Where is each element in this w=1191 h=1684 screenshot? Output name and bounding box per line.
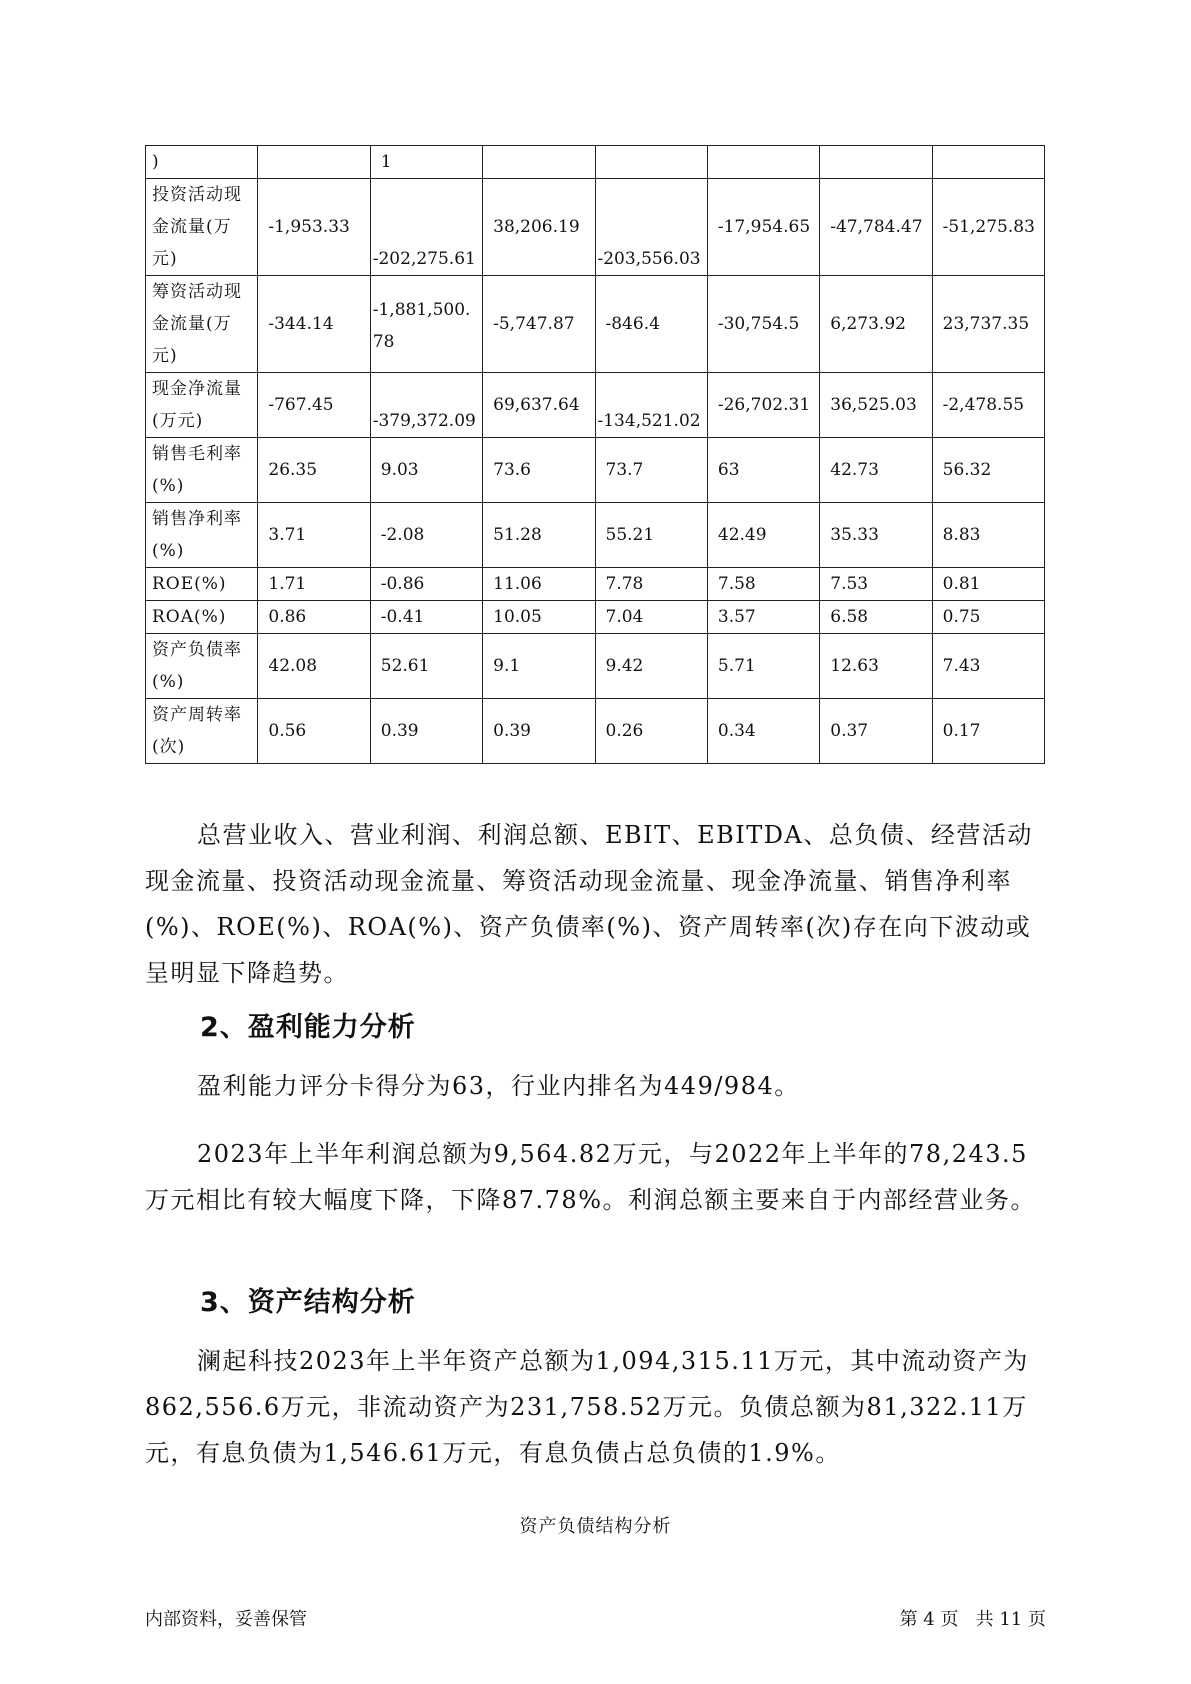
table-cell: 0.39 xyxy=(483,699,595,764)
table-row xyxy=(146,373,1045,438)
summary-paragraph: 总营业收入、营业利润、利润总额、EBIT、EBITDA、总负债、经营活动现金流量、投资活动现金流量、筹资活动现金流量、现金净流量、销售净利率(%)、ROE(%)、ROA(%)、资产负债率(%)、资产周转率(次)存在向下波动或呈明显下降趋势。 xyxy=(145,821,1033,987)
profit-total-paragraph: 2023年上半年利润总额为9,564.82万元，与2022年上半年的78,243.5万元相比有较大幅度下降，下降87.78%。利润总额主要来自于内部经营业务。 xyxy=(145,1140,1037,1214)
table-cell: 6.58 xyxy=(820,601,932,634)
footer-confidential-note: 内部资料，妥善保管 xyxy=(145,1609,307,1630)
table-cell: 7.58 xyxy=(707,568,819,601)
table-cell: -2.08 xyxy=(370,503,482,568)
table-cell: -1,881,500.78 xyxy=(370,276,482,373)
table-cell xyxy=(595,146,707,179)
table-cell: 11.06 xyxy=(483,568,595,601)
table-cell: 35.33 xyxy=(820,503,932,568)
table-cell: -17,954.65 xyxy=(707,179,819,276)
table-cell: -767.45 xyxy=(258,373,370,438)
table-cell: 51.28 xyxy=(483,503,595,568)
table-cell: 9.03 xyxy=(370,438,482,503)
table-cell: 1 xyxy=(370,146,482,179)
table-cell: -5,747.87 xyxy=(483,276,595,373)
table-cell: 7.04 xyxy=(595,601,707,634)
table-cell: 0.75 xyxy=(932,601,1044,634)
table-cell: 52.61 xyxy=(370,634,482,699)
table-row xyxy=(146,568,1045,601)
table-cell: 42.49 xyxy=(707,503,819,568)
table-row xyxy=(146,634,1045,699)
row-label: 资产负债率(%) xyxy=(146,634,258,699)
table-cell: 10.05 xyxy=(483,601,595,634)
row-label: ROE(%) xyxy=(146,568,258,601)
table-cell: -0.41 xyxy=(370,601,482,634)
table-cell: -203,556.03 xyxy=(595,179,707,276)
table-cell: 73.6 xyxy=(483,438,595,503)
table-row xyxy=(146,438,1045,503)
section-heading-asset-structure: 3、资产结构分析 xyxy=(200,1287,416,1318)
table-row xyxy=(146,276,1045,373)
table-cell xyxy=(820,146,932,179)
table-cell: 0.56 xyxy=(258,699,370,764)
table-cell: 6,273.92 xyxy=(820,276,932,373)
table-cell: 23,737.35 xyxy=(932,276,1044,373)
table-cell: 3.57 xyxy=(707,601,819,634)
row-label: 销售净利率(%) xyxy=(146,503,258,568)
table-cell xyxy=(932,146,1044,179)
row-label: ROA(%) xyxy=(146,601,258,634)
table-cell: 9.1 xyxy=(483,634,595,699)
table-cell: 42.73 xyxy=(820,438,932,503)
footer-page-number: 第 4 页 共 11 页 xyxy=(899,1609,1046,1630)
table-row xyxy=(146,699,1045,764)
table-cell: -344.14 xyxy=(258,276,370,373)
row-label: 现金净流量(万元) xyxy=(146,373,258,438)
table-cell: -134,521.02 xyxy=(595,373,707,438)
table-cell: 73.7 xyxy=(595,438,707,503)
table-cell xyxy=(707,146,819,179)
table-cell: 7.43 xyxy=(932,634,1044,699)
table-cell: -47,784.47 xyxy=(820,179,932,276)
table-cell: 3.71 xyxy=(258,503,370,568)
table-row xyxy=(146,146,1045,179)
table-cell: -379,372.09 xyxy=(370,373,482,438)
table-cell xyxy=(483,146,595,179)
row-label: ) xyxy=(146,146,258,179)
table-cell: 38,206.19 xyxy=(483,179,595,276)
table-row xyxy=(146,601,1045,634)
table-row xyxy=(146,503,1045,568)
table-cell: 7.53 xyxy=(820,568,932,601)
table-row xyxy=(146,179,1045,276)
table-cell: 7.78 xyxy=(595,568,707,601)
table-cell: 55.21 xyxy=(595,503,707,568)
chart-caption: 资产负债结构分析 xyxy=(519,1516,672,1537)
asset-structure-paragraph: 澜起科技2023年上半年资产总额为1,094,315.11万元，其中流动资产为862,556.6万元，非流动资产为231,758.52万元。负债总额为81,322.11万元，有息负债为1,546.61万元，有息负债占总负债的1.9%。 xyxy=(145,1347,1029,1467)
table-cell: 12.63 xyxy=(820,634,932,699)
table-cell: 0.39 xyxy=(370,699,482,764)
financial-metrics-table xyxy=(145,145,1045,764)
table-cell: 0.17 xyxy=(932,699,1044,764)
table-cell: 9.42 xyxy=(595,634,707,699)
row-label: 资产周转率(次) xyxy=(146,699,258,764)
table-cell: -846.4 xyxy=(595,276,707,373)
table-cell: -51,275.83 xyxy=(932,179,1044,276)
table-cell: 0.81 xyxy=(932,568,1044,601)
table-cell: 5.71 xyxy=(707,634,819,699)
table-cell: 63 xyxy=(707,438,819,503)
table-cell: 8.83 xyxy=(932,503,1044,568)
table-cell: -30,754.5 xyxy=(707,276,819,373)
table-cell: -2,478.55 xyxy=(932,373,1044,438)
table-cell: 0.37 xyxy=(820,699,932,764)
row-label: 投资活动现金流量(万元) xyxy=(146,179,258,276)
table-cell: -1,953.33 xyxy=(258,179,370,276)
section-heading-profitability: 2、盈利能力分析 xyxy=(200,1012,416,1043)
table-cell: 56.32 xyxy=(932,438,1044,503)
row-label: 筹资活动现金流量(万元) xyxy=(146,276,258,373)
table-cell: -0.86 xyxy=(370,568,482,601)
table-cell: -26,702.31 xyxy=(707,373,819,438)
table-cell: 69,637.64 xyxy=(483,373,595,438)
profitability-score-text: 盈利能力评分卡得分为63，行业内排名为449/984。 xyxy=(197,1072,800,1100)
table-cell xyxy=(258,146,370,179)
table-cell: 26.35 xyxy=(258,438,370,503)
table-cell: 1.71 xyxy=(258,568,370,601)
table-cell: 0.86 xyxy=(258,601,370,634)
table-cell: 0.34 xyxy=(707,699,819,764)
row-label: 销售毛利率(%) xyxy=(146,438,258,503)
table-cell: 36,525.03 xyxy=(820,373,932,438)
table-cell: 42.08 xyxy=(258,634,370,699)
table-cell: -202,275.61 xyxy=(370,179,482,276)
table-cell: 0.26 xyxy=(595,699,707,764)
